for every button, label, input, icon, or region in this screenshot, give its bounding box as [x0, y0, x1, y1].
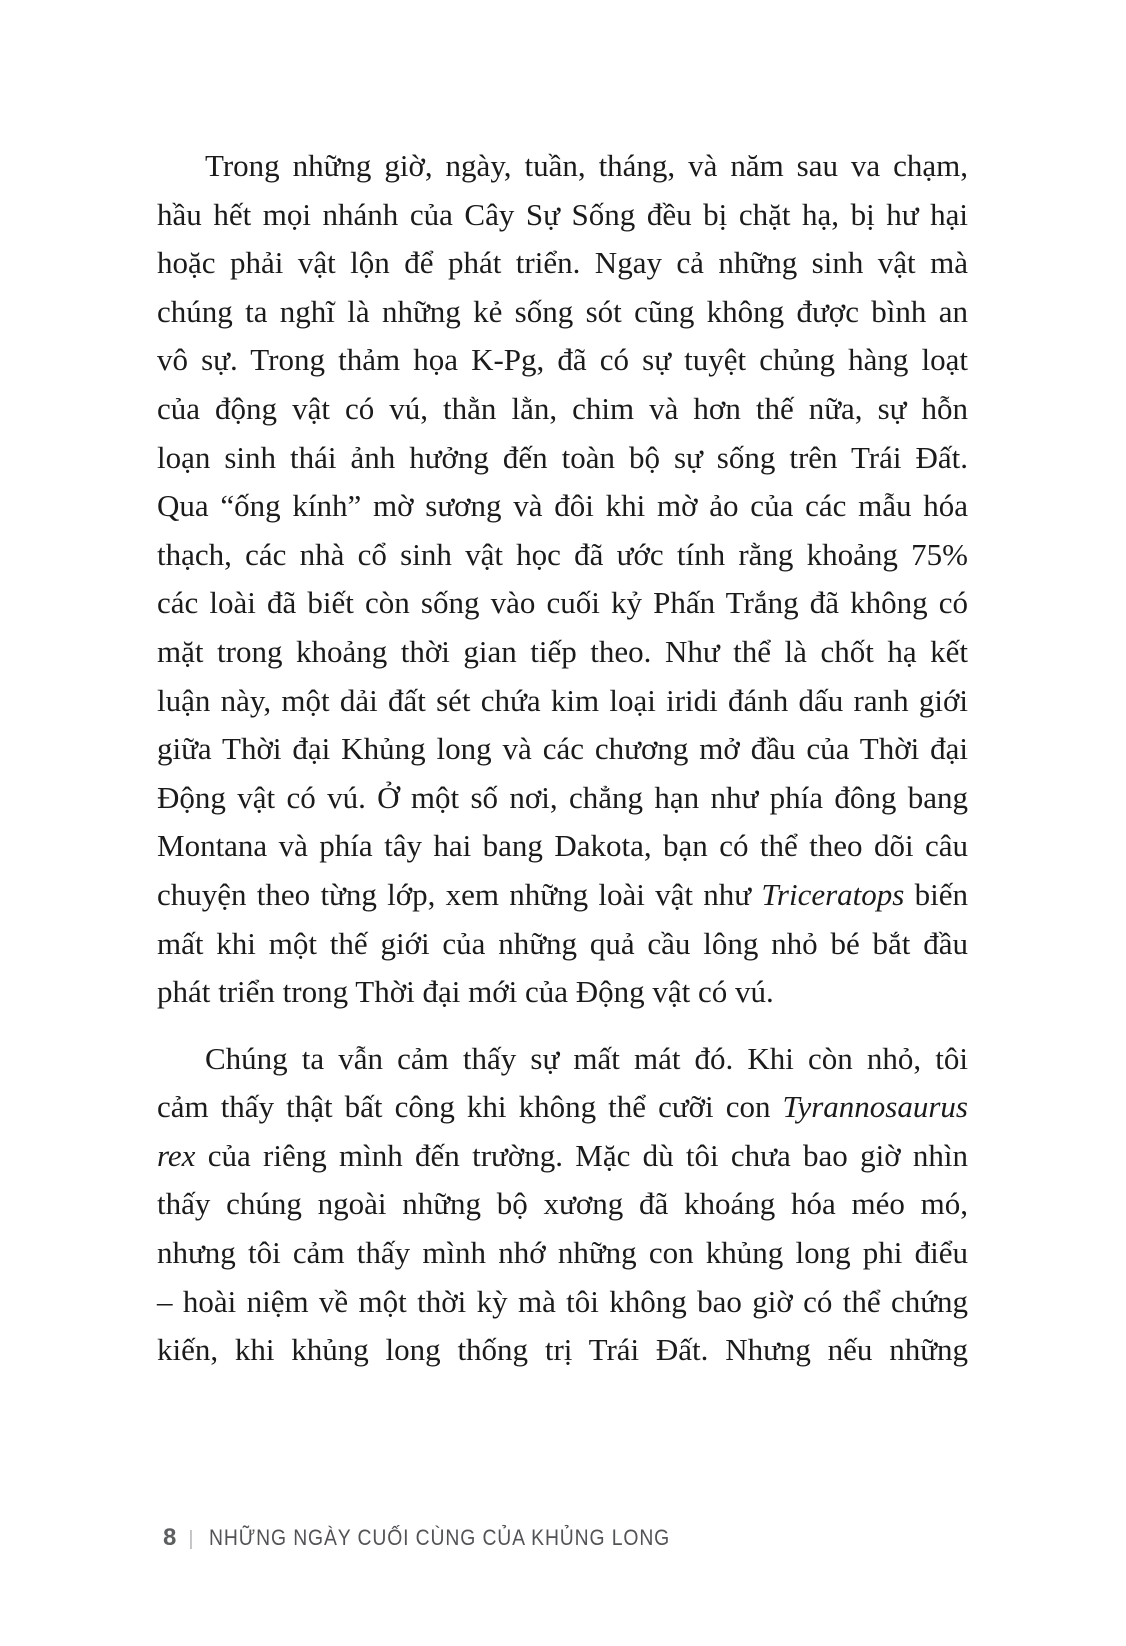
text-segment: mất khi một thế giới của những quả cầu lông nhỏ bé bắt đầu — [157, 925, 968, 961]
text-segment: nhưng tôi cảm thấy mình nhớ những con khủng long phi điểu — [157, 1235, 968, 1271]
species-name-italic: Triceratops — [761, 876, 905, 912]
text-segment: của riêng mình đến trường. Mặc dù tôi chưa bao giờ nhìn — [195, 1137, 968, 1173]
text-line — [157, 1326, 968, 1375]
text-line — [157, 1180, 968, 1229]
text-segment: cảm thấy thật bất công khi không thể cưỡi con — [157, 1089, 783, 1125]
text-line — [157, 531, 968, 580]
text-segment: loạn sinh thái ảnh hưởng đến toàn bộ sự sống trên Trái Đất. — [157, 439, 968, 475]
text-line — [157, 822, 968, 871]
text-line — [157, 1083, 968, 1132]
text-segment: luận này, một dải đất sét chứa kim loại iridi đánh dấu ranh giới — [157, 682, 968, 718]
text-line — [157, 725, 968, 774]
text-segment: chúng ta nghĩ là những kẻ sống sót cũng không được bình an — [157, 293, 968, 329]
text-segment: Qua “ống kính” mờ sương và đôi khi mờ ảo của các mẫu hóa — [157, 488, 968, 524]
text-line — [157, 579, 968, 628]
running-footer — [163, 1524, 733, 1552]
text-segment: các loài đã biết còn sống vào cuối kỷ Phấn Trắng đã không có — [157, 585, 968, 621]
paragraph — [157, 1035, 968, 1375]
text-segment: hầu hết mọi nhánh của Cây Sự Sống đều bị chặt hạ, bị hư hại — [157, 196, 968, 232]
page-body-text — [157, 142, 968, 1375]
paragraph — [157, 142, 968, 1017]
text-line — [157, 774, 968, 823]
text-segment: chuyện theo từng lớp, xem những loài vật như — [157, 876, 762, 912]
text-segment: Montana và phía tây hai bang Dakota, bạn có thể theo dõi câu — [157, 828, 968, 864]
text-line — [157, 871, 968, 920]
text-segment: Trong những giờ, ngày, tuần, tháng, và năm sau va chạm, — [205, 148, 968, 183]
text-line — [157, 336, 968, 385]
text-segment: thạch, các nhà cổ sinh vật học đã ước tính rằng khoảng 75% — [157, 536, 968, 572]
text-segment: Động vật có vú. Ở một số nơi, chẳng hạn như phía đông bang — [157, 779, 968, 815]
text-segment: – hoài niệm về một thời kỳ mà tôi không bao giờ có thể chứng — [157, 1283, 968, 1319]
text-line — [157, 191, 968, 240]
text-segment: mặt trong khoảng thời gian tiếp theo. Như thể là chốt hạ kết — [157, 633, 968, 669]
text-segment: biến — [904, 876, 968, 912]
text-segment: phát triển trong Thời đại mới của Động vật có vú. — [157, 974, 774, 1010]
footer-separator: | — [188, 1528, 194, 1550]
text-segment: thấy chúng ngoài những bộ xương đã khoáng hóa méo mó, — [157, 1186, 968, 1222]
text-line — [157, 385, 968, 434]
text-segment: của động vật có vú, thằn lằn, chim và hơn thế nữa, sự hỗn — [157, 390, 968, 426]
text-line — [157, 968, 968, 1017]
page-number: 8 — [163, 1524, 177, 1551]
species-name-italic: Tyrannosaurus — [782, 1089, 968, 1125]
text-segment: vô sự. Trong thảm họa K-Pg, đã có sự tuyệt chủng hàng loạt — [157, 342, 968, 378]
text-segment: kiến, khi khủng long thống trị Trái Đất. Nhưng nếu những — [157, 1332, 968, 1368]
species-name-italic: rex — [157, 1137, 196, 1173]
text-line — [157, 1278, 968, 1327]
text-segment: Chúng ta vẫn cảm thấy sự mất mát đó. Khi còn nhỏ, tôi — [205, 1040, 968, 1076]
text-line — [157, 628, 968, 677]
text-line — [157, 239, 968, 288]
text-line — [157, 1229, 968, 1278]
text-line — [157, 677, 968, 726]
text-line — [157, 920, 968, 969]
text-line — [157, 288, 968, 337]
text-segment: hoặc phải vật lộn để phát triển. Ngay cả những sinh vật mà — [157, 245, 968, 281]
text-line — [157, 142, 968, 191]
text-line — [157, 1132, 968, 1181]
text-segment: giữa Thời đại Khủng long và các chương mở đầu của Thời đại — [157, 731, 968, 767]
text-line — [157, 482, 968, 531]
text-line — [157, 434, 968, 483]
text-line — [157, 1035, 968, 1084]
running-book-title: NHỮNG NGÀY CUỐI CÙNG CỦA KHỦNG LONG — [208, 1525, 670, 1550]
